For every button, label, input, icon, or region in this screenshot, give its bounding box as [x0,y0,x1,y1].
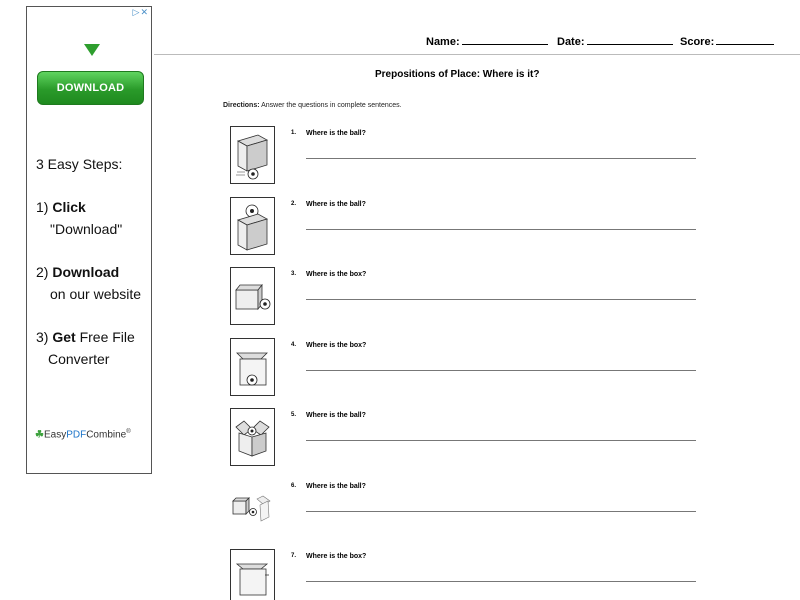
question-4 [230,338,710,396]
ball-beside-box-icon [230,126,275,184]
answer-line[interactable] [306,440,696,441]
question-text: Where is the ball? [306,483,366,490]
date-field: Date: [557,35,673,48]
question-3 [230,267,710,325]
download-button[interactable]: DOWNLOAD [37,71,144,105]
leaf-icon: ☘ [35,429,44,441]
ad-panel [26,6,152,474]
answer-line[interactable] [306,229,696,230]
ad-steps-heading: 3 Easy Steps: [36,156,123,172]
question-number: 5. [291,412,297,418]
box-over-ball-icon [230,338,275,396]
question-text: Where is the ball? [306,412,366,419]
ball-between-boxes-icon [230,479,275,537]
question-text: Where is the ball? [306,201,366,208]
question-number: 4. [291,342,297,348]
ball-on-box-icon [230,197,275,255]
question-7 [230,549,710,600]
question-number: 7. [291,553,297,559]
answer-line[interactable] [306,158,696,159]
worksheet-title: Prepositions of Place: Where is it? [375,69,540,80]
down-arrow-icon [84,44,100,56]
easypdfcombine-logo[interactable]: ☘EasyPDFCombine® [35,429,131,441]
question-number: 1. [291,130,297,136]
question-number: 6. [291,483,297,489]
question-text: Where is the box? [306,553,367,560]
answer-line[interactable] [306,581,696,582]
question-number: 3. [291,271,297,277]
box-icon [230,549,275,600]
ball-in-box-icon [230,408,275,466]
header-divider [154,54,800,55]
name-field: Name: [426,35,548,48]
question-1 [230,126,710,184]
question-text: Where is the box? [306,342,367,349]
answer-line[interactable] [306,511,696,512]
answer-line[interactable] [306,299,696,300]
score-field: Score: [680,35,774,48]
ad-close-icon[interactable]: ▷✕ [132,8,149,18]
question-number: 2. [291,201,297,207]
question-6 [230,479,710,537]
ad-step-1: 1) Click "Download" [36,199,123,237]
directions: Directions: Answer the questions in complete sentences. [223,102,402,109]
box-next-to-ball-icon [230,267,275,325]
ad-step-2: 2) Download on our website [36,264,142,302]
question-text: Where is the ball? [306,130,366,137]
question-5 [230,408,710,466]
question-2 [230,197,710,255]
answer-line[interactable] [306,370,696,371]
question-text: Where is the box? [306,271,367,278]
ad-step-3: 3) Get Free File Converter [36,329,135,367]
